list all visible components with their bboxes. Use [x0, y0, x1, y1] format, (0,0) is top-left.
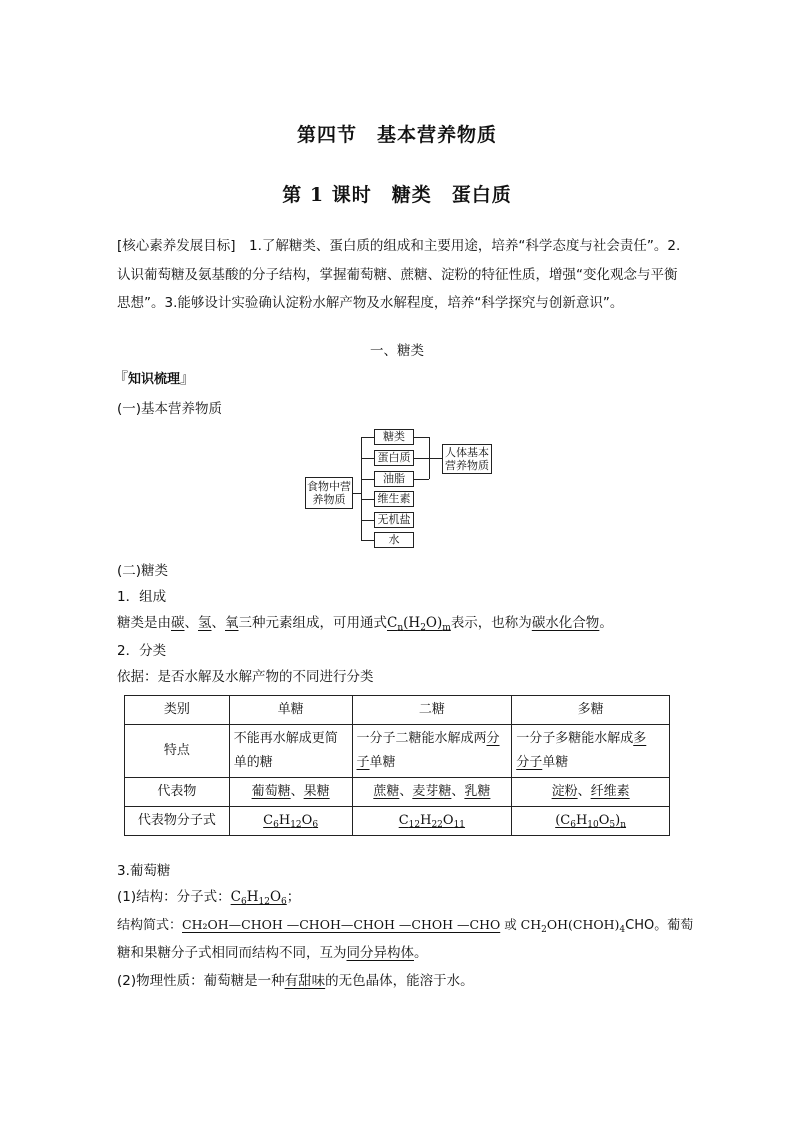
- core-goals-paragraph: [117, 232, 683, 318]
- knowledge-tag: 『知识梳理』: [113, 369, 196, 387]
- glucose-simplified-line: 结构简式：CH₂OH—CHOH —CHOH—CHOH —CHOH —CHO 或 $CH_2OH(CHOH)_4CHO$。葡萄: [117, 917, 694, 935]
- answer-hydrogen: 氢: [198, 615, 212, 631]
- table-header-mono: 单糖: [229, 696, 352, 725]
- glucose-isomer-line: 糖和果糖分子式相同而结构不同，互为同分异构体。: [117, 945, 428, 961]
- subheading-basic-nutrients: (一)基本营养物质: [117, 401, 223, 417]
- answer-carbohydrate: 碳水化合物: [531, 615, 600, 631]
- answer-isomer: 同分异构体: [346, 945, 414, 961]
- classification-basis: 依据：是否水解及水解产物的不同进行分类: [117, 669, 374, 685]
- diagram-item-water: 水: [374, 532, 414, 548]
- diagram-item-protein: 蛋白质: [374, 450, 414, 466]
- table-label-feature: 特点: [125, 725, 230, 778]
- table-header-di: 二糖: [352, 696, 512, 725]
- table-label-formula: 代表物分子式: [125, 807, 230, 836]
- table-poly-rep: 淀粉、纤维素: [512, 778, 670, 807]
- glucose-molecular-formula: $C_6H_{12}O_6$: [230, 889, 287, 907]
- diagram-item-sugar: 糖类: [374, 429, 414, 445]
- diagram-item-vitamin: 维生素: [374, 491, 414, 507]
- diagram-human-nutrients-box: 人体基本营养物质: [442, 444, 492, 474]
- diagram-item-fat: 油脂: [374, 471, 414, 487]
- general-formula: $C_n(H_2O)_m$: [387, 615, 451, 633]
- section-classification-heading: 2．分类: [117, 643, 167, 659]
- table-mono-feature: 不能再水解成更简单的糖: [229, 725, 352, 778]
- diagram-food-nutrients-box: 食物中营养物质: [305, 477, 353, 509]
- table-label-representative: 代表物: [125, 778, 230, 807]
- lesson-title: 第 1 课时 糖类 蛋白质: [282, 184, 512, 206]
- answer-carbon: 碳: [171, 615, 185, 631]
- table-row: [125, 778, 670, 807]
- table-di-formula: $C_{12}H_{22}O_{11}$: [352, 807, 512, 836]
- table-mono-formula: $C_6H_{12}O_6$: [229, 807, 352, 836]
- goals-text: 1.了解糖类、蛋白质的组成和主要用途，培养“科学态度与社会责任”。2.认识葡萄糖及氨基酸的分子结构，掌握葡萄糖、蔗糖、淀粉的特征性质，增强“变化观念与平衡思想”。3.能够设计实验确认淀粉水解产物及水解程度，培养“科学探究与创新意识”。: [117, 238, 681, 311]
- section-glucose-heading: 3.葡萄糖: [117, 863, 171, 879]
- glucose-structure-line: (1)结构：分子式：$C_6H_{12}O_6$；: [117, 889, 301, 907]
- glucose-physical-line: (2)物理性质：葡萄糖是一种有甜味的无色晶体，能溶于水。: [117, 973, 474, 989]
- table-row: [125, 696, 670, 725]
- table-row: [125, 725, 670, 778]
- table-header-poly: 多糖: [512, 696, 670, 725]
- table-row: [125, 807, 670, 836]
- part-heading: 一、糖类: [370, 343, 424, 359]
- table-mono-rep: 葡萄糖、果糖: [229, 778, 352, 807]
- section-title: 第四节 基本营养物质: [296, 124, 497, 146]
- subheading-sugars: (二)糖类: [117, 563, 169, 579]
- table-di-feature: 一分子二糖能水解成两分子单糖: [352, 725, 512, 778]
- goals-label: [核心素养发展目标]: [117, 238, 236, 254]
- table-poly-formula: $(C_6H_{10}O_5)_n$: [512, 807, 670, 836]
- answer-sweet: 有甜味: [284, 973, 326, 989]
- table-poly-feature: 一分子多糖能水解成多 分子单糖: [512, 725, 670, 778]
- glucose-simplified-formula: CH₂OH—CHOH —CHOH—CHOH —CHOH —CHO: [182, 917, 501, 932]
- sugar-classification-table: [124, 695, 670, 836]
- diagram-item-mineral: 无机盐: [374, 512, 414, 528]
- table-di-rep: 蔗糖、麦芽糖、乳糖: [352, 778, 512, 807]
- composition-text: 糖类是由碳、氢、氧三种元素组成，可用通式$C_n(H_2O)_m$表示，也称为碳水化合物。: [117, 615, 613, 633]
- answer-oxygen: 氧: [225, 615, 239, 631]
- table-header-category: 类别: [125, 696, 230, 725]
- section-composition-heading: 1．组成: [117, 589, 167, 605]
